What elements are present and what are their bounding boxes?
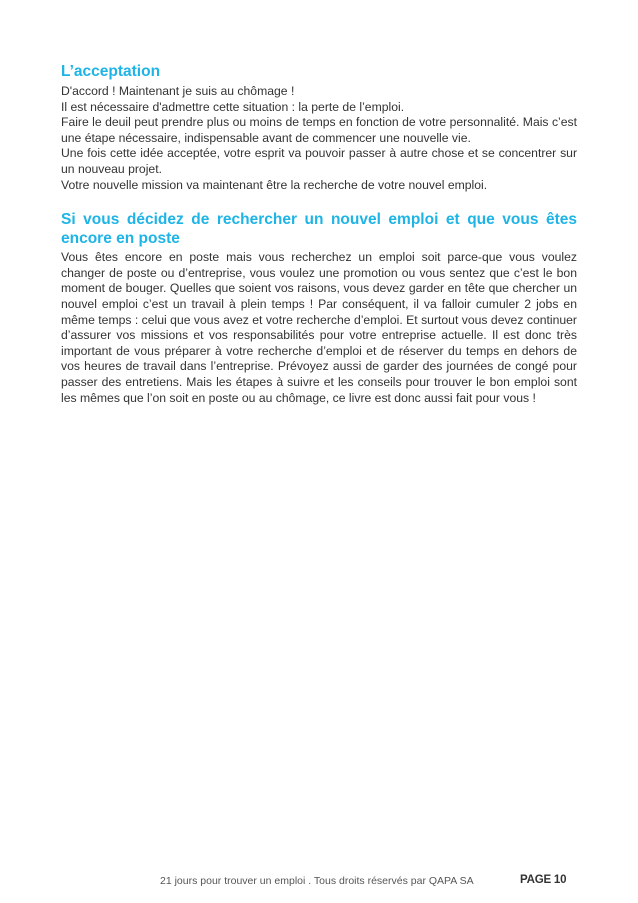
acceptation-line: D'accord ! Maintenant je suis au chômage !	[61, 84, 295, 98]
acceptation-line: Il est nécessaire d'admettre cette situation : la perte de l’emploi.	[61, 99, 405, 114]
acceptation-line: Votre nouvelle mission va maintenant être la recherche de votre nouvel emploi.	[61, 177, 488, 192]
section-en-poste-paragraph: Vous êtes encore en poste mais vous recherchez un emploi soit parce-que vous voulez changer de poste ou d’entreprise, vous voulez une promotion ou vous sentez que c’est le bon moment de bouger. Quelles que soient vos raisons, vous devez garder en tête que chercher un nouvel emploi c’est un travail à plein temps ! Par conséquent, il va falloir cumuler 2 jobs en même temps : celui que vous avez et votre recherche d’emploi. Et surtout vous devez continuer d’assurer vos missions et vos responsabilités pour votre entreprise actuelle. Il est donc très important de vous préparer à votre recherche d’emploi et de réserver du temps en dehors de vos heures de travail dans l’entreprise. Prévoyez aussi de garder des journées de congé pour passer des entretiens. Mais les étapes à suivre et les conseils pour trouver le bon emploi sont les mêmes que l’on soit en poste ou au chômage, ce livre est donc aussi fait pour vous !	[61, 250, 577, 405]
section-en-poste-title: Si vous décidez de rechercher un nouvel emploi et que vous êtes encore en poste	[61, 211, 577, 248]
page-content	[61, 62, 577, 406]
acceptation-line: Faire le deuil peut prendre plus ou moins de temps en fonction de votre personnalité. Mais c’est une étape nécessaire, indispensable avant de commencer une nouvelle vie.	[61, 115, 577, 145]
page-footer	[0, 874, 638, 890]
footer-copyright: 21 jours pour trouver un emploi . Tous droits réservés par QAPA SA	[160, 875, 474, 887]
section-acceptation-title: L’acceptation	[61, 63, 161, 80]
section-acceptation-body	[61, 84, 577, 193]
acceptation-line: Une fois cette idée acceptée, votre esprit va pouvoir passer à autre chose et se concentrer sur un nouveau projet.	[61, 146, 577, 176]
page-number: PAGE 10	[520, 874, 567, 886]
